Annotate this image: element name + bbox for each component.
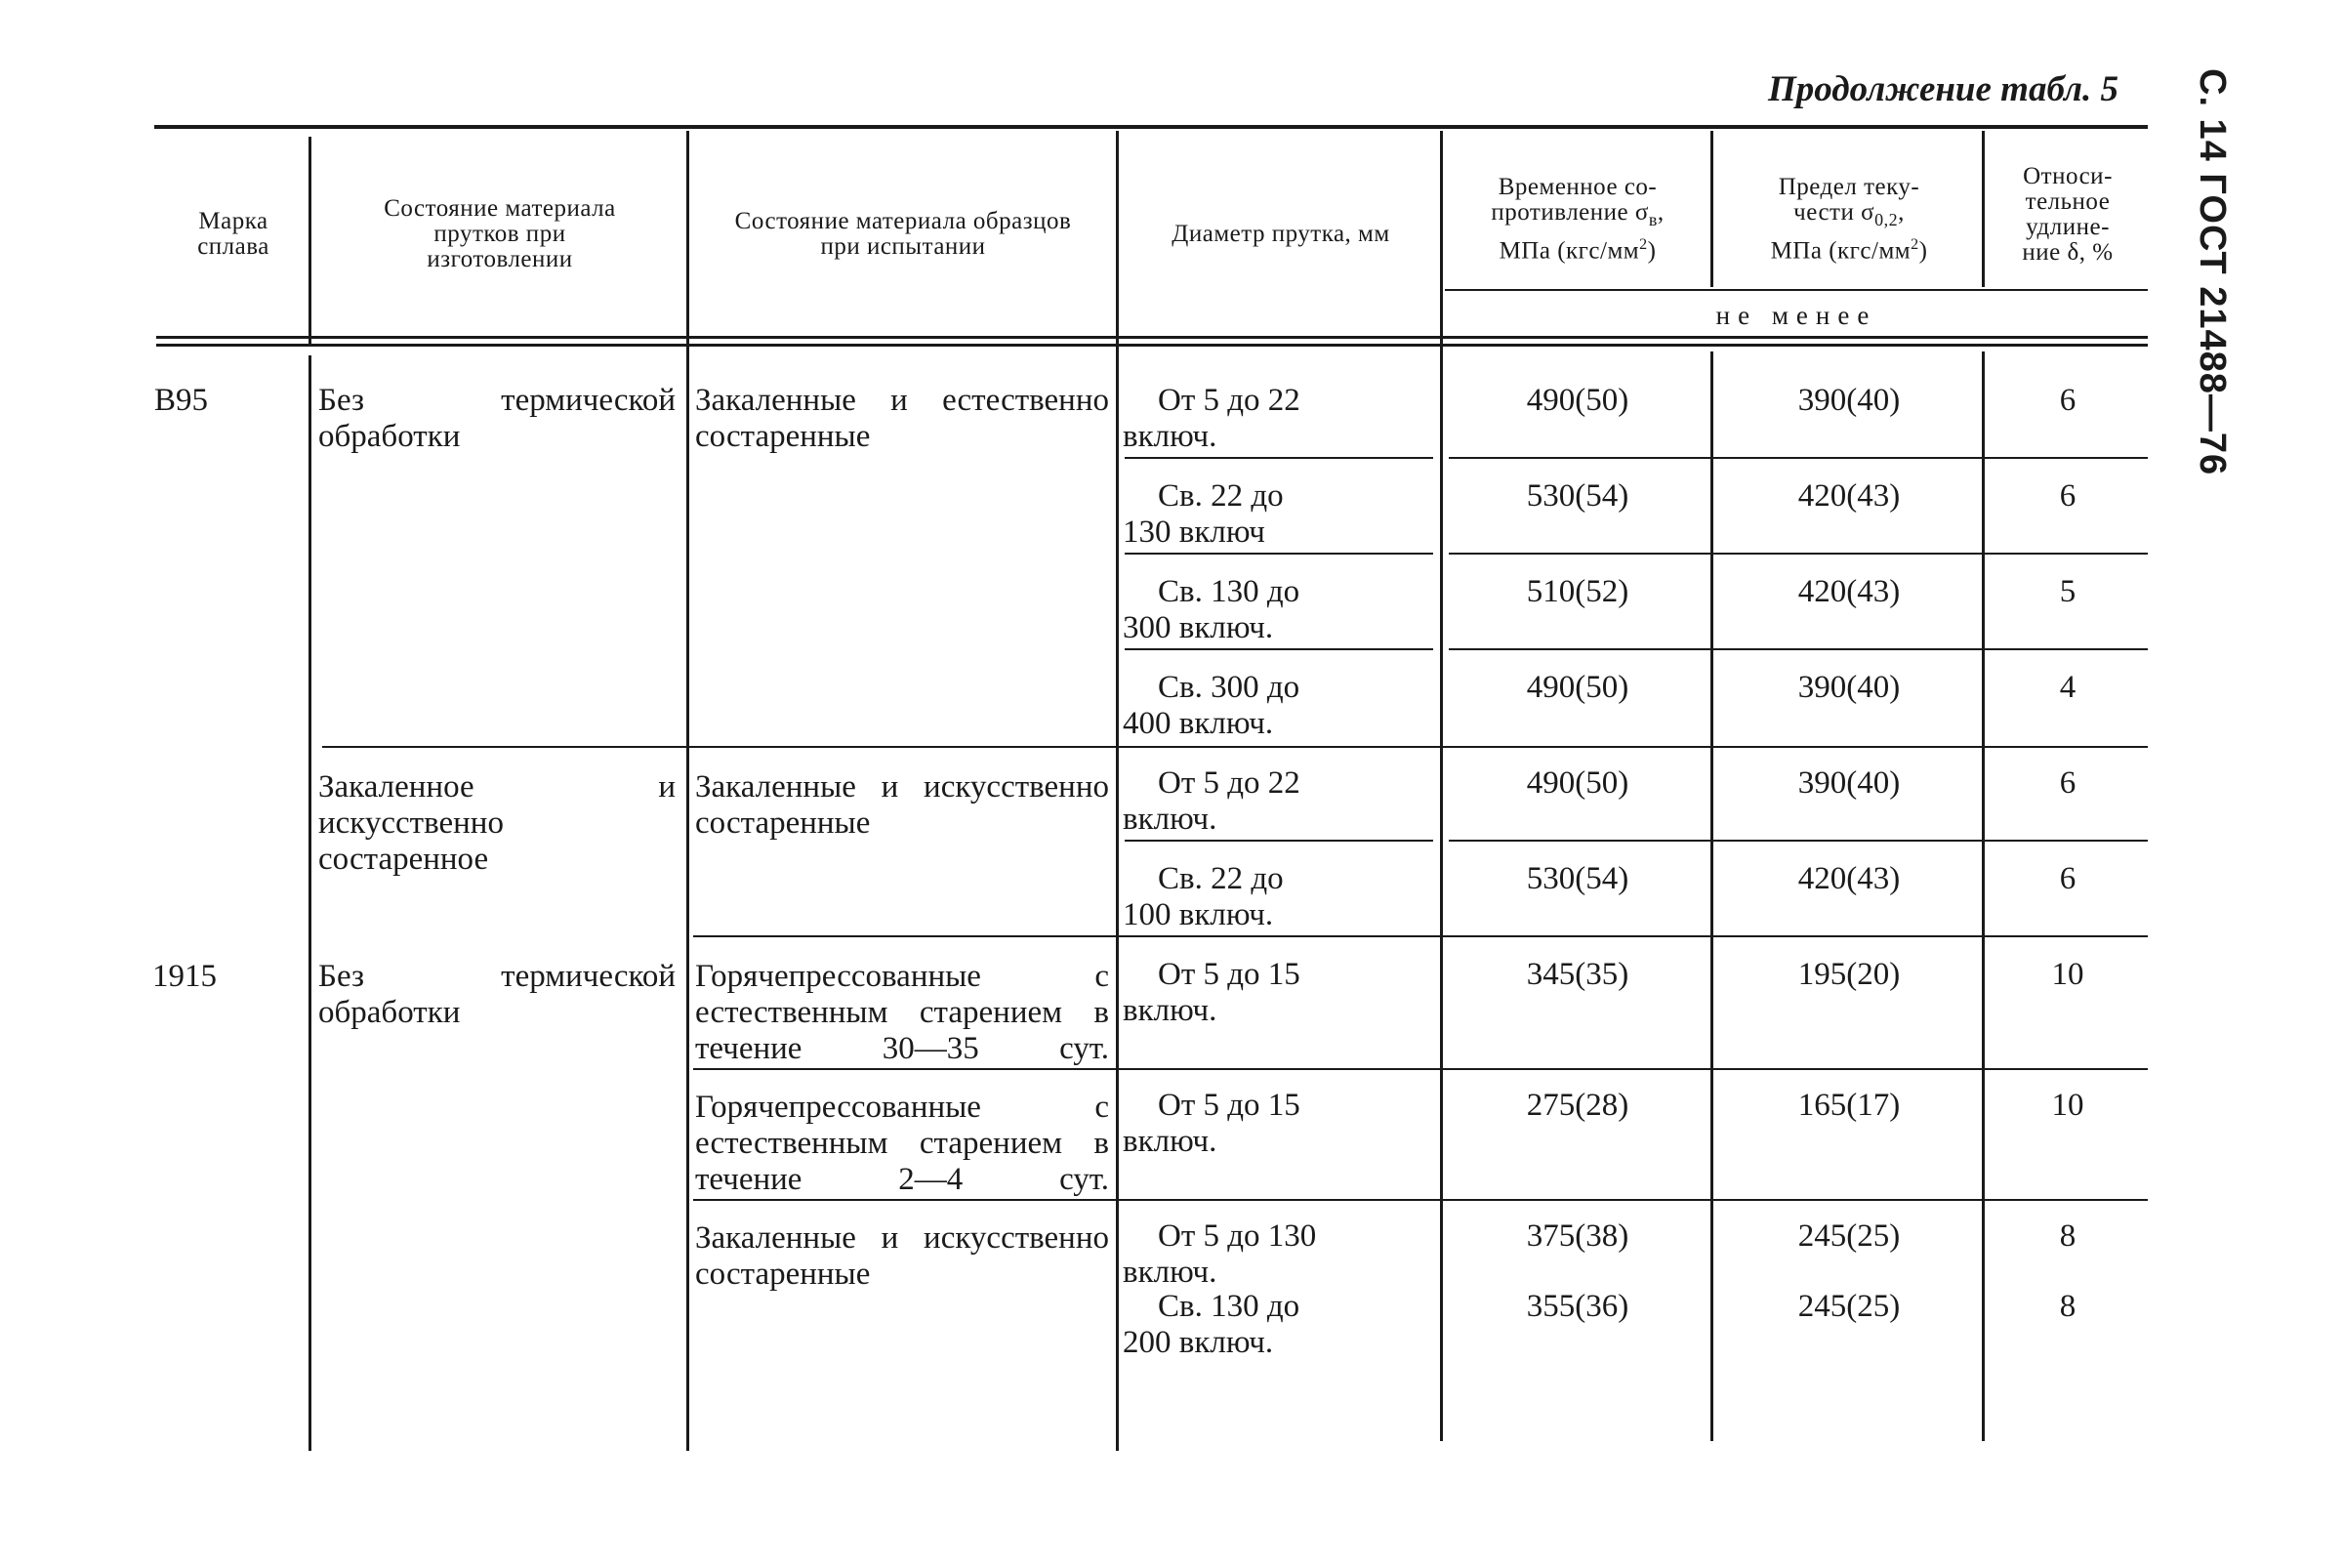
row-rule-1-num bbox=[1449, 457, 2148, 459]
state-test-4: Горячепрессованные с естественным старением в течение 2—4 сут. bbox=[695, 1090, 1109, 1197]
tensile-7: 345(35) bbox=[1526, 957, 1629, 992]
page-side-title: С. 14 ГОСТ 21488—76 bbox=[2192, 68, 2233, 476]
state-test-1: Закаленные и естественно состаренные bbox=[695, 383, 1109, 454]
diameter-8: От 5 до 15 включ. bbox=[1123, 1088, 1300, 1159]
header-bottom-rule-1 bbox=[156, 336, 2148, 339]
state-test-3: Горячепрессованные с естественным старением в течение 30—35 сут. bbox=[695, 959, 1109, 1066]
row-rule-3-num bbox=[1449, 648, 2148, 650]
tensile-9: 375(38) bbox=[1526, 1218, 1629, 1254]
elongation-4: 4 bbox=[2059, 670, 2077, 705]
row-rule-2-num bbox=[1449, 553, 2148, 555]
header-tensile: Временное со- противление $\sigma_в$, МПа $(кгс/мм^2)$ bbox=[1491, 174, 1665, 265]
row-rule-6 bbox=[693, 935, 2148, 937]
yield-8: 165(17) bbox=[1797, 1088, 1901, 1123]
diameter-4: Св. 300 до 400 включ. bbox=[1123, 670, 1300, 741]
diameter-10: Св. 130 до 200 включ. bbox=[1123, 1289, 1300, 1360]
elongation-10: 8 bbox=[2059, 1289, 2077, 1324]
elongation-5: 6 bbox=[2059, 765, 2077, 801]
row-rule-7 bbox=[693, 1068, 2148, 1070]
yield-2: 420(43) bbox=[1797, 478, 1901, 514]
state-test-5: Закаленные и искусственно состаренные bbox=[695, 1220, 1109, 1292]
col-divider-5 bbox=[1710, 131, 1713, 287]
elongation-2: 6 bbox=[2059, 478, 2077, 514]
tensile-6: 530(54) bbox=[1526, 861, 1629, 896]
header-not-less: не менее bbox=[1715, 301, 1877, 330]
row-rule-1 bbox=[1125, 457, 1433, 459]
tensile-1: 490(50) bbox=[1526, 383, 1629, 418]
elongation-1: 6 bbox=[2059, 383, 2077, 418]
col-divider-1b bbox=[308, 355, 311, 1451]
elongation-6: 6 bbox=[2059, 861, 2077, 896]
header-state-manufacture: Состояние материала прутков при изготовлении bbox=[384, 195, 616, 272]
diameter-3: Св. 130 до 300 включ. bbox=[1123, 574, 1300, 645]
tensile-5: 490(50) bbox=[1526, 765, 1629, 801]
state-test-2: Закаленные и искусственно состаренные bbox=[695, 769, 1109, 841]
header-alloy: Марка сплава bbox=[197, 208, 269, 260]
alloy-b95: В95 bbox=[154, 383, 209, 418]
diameter-2: Св. 22 до 130 включ bbox=[1123, 478, 1284, 550]
yield-5: 390(40) bbox=[1797, 765, 1901, 801]
col-divider-3 bbox=[1116, 131, 1119, 1451]
row-rule-3 bbox=[1125, 648, 1433, 650]
tensile-10: 355(36) bbox=[1526, 1289, 1629, 1324]
row-rule-4 bbox=[322, 746, 2148, 748]
yield-3: 420(43) bbox=[1797, 574, 1901, 609]
header-bottom-rule-2 bbox=[156, 344, 2148, 347]
yield-1: 390(40) bbox=[1797, 383, 1901, 418]
diameter-7: От 5 до 15 включ. bbox=[1123, 957, 1300, 1028]
diameter-6: Св. 22 до 100 включ. bbox=[1123, 861, 1284, 932]
yield-7: 195(20) bbox=[1797, 957, 1901, 992]
header-elongation: Относи- тельное удлине- ние δ, % bbox=[2022, 163, 2114, 266]
elongation-3: 5 bbox=[2059, 574, 2077, 609]
row-rule-5-num bbox=[1449, 840, 2148, 842]
yield-4: 390(40) bbox=[1797, 670, 1901, 705]
row-rule-8 bbox=[693, 1199, 2148, 1201]
header-diameter: Диаметр прутка, мм bbox=[1172, 221, 1390, 247]
table-continuation-caption: Продолжение табл. 5 bbox=[1768, 69, 2118, 109]
elongation-8: 10 bbox=[2051, 1088, 2084, 1123]
diameter-9: От 5 до 130 включ. bbox=[1123, 1218, 1317, 1290]
col-divider-6b bbox=[1982, 351, 1985, 1441]
header-state-test: Состояние материала образцов при испытании bbox=[734, 208, 1072, 260]
row-rule-2 bbox=[1125, 553, 1433, 555]
col-divider-2 bbox=[686, 131, 689, 1451]
alloy-1915: 1915 bbox=[152, 959, 217, 994]
state-manufacture-1: Без термической обработки bbox=[318, 383, 676, 454]
tensile-2: 530(54) bbox=[1526, 478, 1629, 514]
tensile-3: 510(52) bbox=[1526, 574, 1629, 609]
elongation-9: 8 bbox=[2059, 1218, 2077, 1254]
state-manufacture-2: Закаленное и искусственно состаренное bbox=[318, 769, 676, 877]
table-top-rule bbox=[154, 125, 2148, 129]
diameter-1: От 5 до 22 включ. bbox=[1123, 383, 1300, 454]
header-yield: Предел теку- чести $\sigma_{0,2}$, МПа $(кгс/мм^2)$ bbox=[1770, 174, 1928, 265]
subheader-rule bbox=[1445, 289, 2148, 291]
col-divider-5b bbox=[1710, 351, 1713, 1441]
yield-9: 245(25) bbox=[1797, 1218, 1901, 1254]
col-divider-1 bbox=[308, 137, 311, 345]
col-divider-6 bbox=[1982, 131, 1985, 287]
yield-10: 245(25) bbox=[1797, 1289, 1901, 1324]
col-divider-4 bbox=[1440, 131, 1443, 1441]
elongation-7: 10 bbox=[2051, 957, 2084, 992]
diameter-5: От 5 до 22 включ. bbox=[1123, 765, 1300, 837]
yield-6: 420(43) bbox=[1797, 861, 1901, 896]
tensile-4: 490(50) bbox=[1526, 670, 1629, 705]
tensile-8: 275(28) bbox=[1526, 1088, 1629, 1123]
state-manufacture-3: Без термической обработки bbox=[318, 959, 676, 1030]
row-rule-5 bbox=[1125, 840, 1433, 842]
